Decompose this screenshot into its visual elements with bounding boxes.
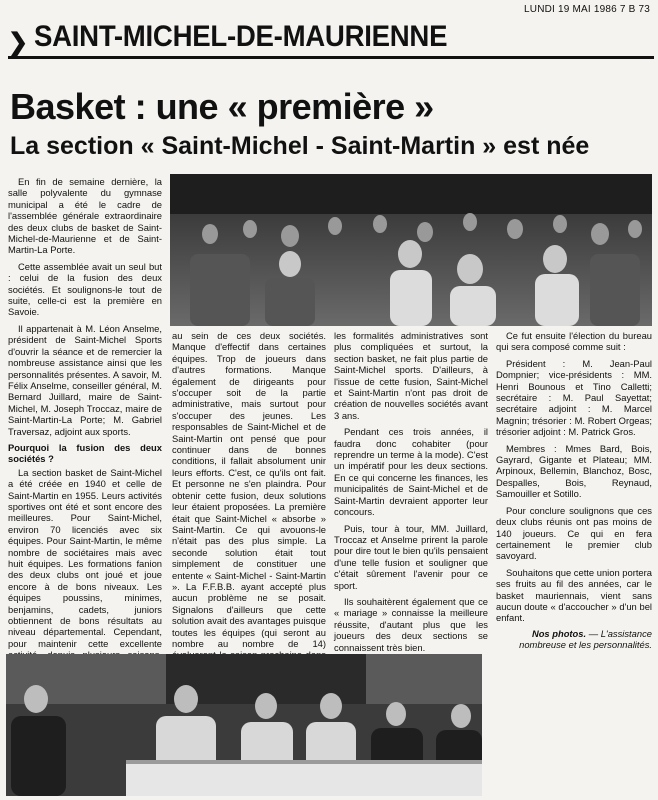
headline: Basket : une « première » bbox=[10, 86, 434, 127]
paragraph: Ce fut ensuite l'élection du bureau qui sera composé comme suit : bbox=[496, 330, 652, 353]
paragraph: Il appartenait à M. Léon Anselme, président de Saint-Michel Sports d'ouvrir la séance et de remercier la nombreuse assistance ainsi que les personnalités présentes. A savoir, M. Félix Anselme, conseiller général, M. Bernard Juillard, maire de Saint-Michel, M. Joseph Troccaz, maire de Saint-Martin-La Porte; M. Gabriel Traversaz, adjoint aux sports. bbox=[8, 322, 162, 437]
paragraph: Pendant ces trois années, il faudra donc cohabiter (pour reprendre un terme à la mode). C'est un impératif pour les deux sections. En ce qui concerne les finances, les municipalités de Saint-Michel et de Saint-Martin devraient apporter leur concours. bbox=[334, 426, 488, 518]
article-column-3 bbox=[334, 330, 488, 658]
column-subheading: Pourquoi la fusion des deux sociétés ? bbox=[8, 441, 162, 465]
article-column-4 bbox=[496, 330, 652, 629]
paragraph: au sein de ces deux sociétés. Manque d'effectif dans certaines équipes. Trop de joueurs dans d'autres formations. Manque également de dirigeants pour s'occuper soit de la partie administrative, mais surtout pour s'occuper des jeunes. Les responsables de Saint-Michel et de Saint-Martin ont pensé que pour continuer dans de bonnes conditions, il fallait absolument unir leurs efforts. C'est, ce qu'ils ont fait. Et personne ne s'en plaindra. Pour obtenir cette fusion, deux solutions leur étaient proposées. La première était que Saint-Michel « absorbe » Saint-Martin. Ce qui avouons-le n'était pas des plus simple. La seconde solution était tout simplement de constituer une entente « Saint-Michel - Saint-Martin ». La F.F.B.B. ayant accepté plus aucun problème ne se posait. Signalons d'ailleurs que cette solution avait des avantages puisque toutes les équipes (qui seront au nombre au nombre de 14) bbox=[172, 330, 326, 649]
paragraph: Puis, tour à tour, MM. Juillard, Troccaz et Anselme prirent la parole pour dire tout le bien qu'ils pensaient d'une telle fusion et souligner que c'était sûrement l'avenir pour ce sport. bbox=[334, 522, 488, 591]
paragraph: En fin de semaine dernière, la salle polyvalente du gymnase municipal a été le cadre de l'assemblée générale extraordinaire des deux clubs de basket de Saint-Michel-de-Maurienne et de Saint-Martin-La Porte. bbox=[8, 176, 162, 256]
paragraph: Membres : Mmes Bard, Bois, Gayrard, Gigante et Plateau; MM. Arpinoux, Bellemin, Blanchoz, Bosc, Despalles, Bois, Reynaud, Samouiller et Sotillo. bbox=[496, 442, 652, 500]
photo-personalities-table bbox=[6, 654, 482, 796]
caption-label: Nos photos. bbox=[531, 628, 587, 639]
section-title: SAINT-MICHEL-DE-MAURIENNE bbox=[34, 20, 448, 53]
paragraph: Cette assemblée avait un seul but : celui de la fusion des deux sociétés. Et soulignons-le tout de suite, celle-ci est la première en Savoie. bbox=[8, 260, 162, 318]
audience-photo-illustration bbox=[170, 174, 652, 326]
subheadline: La section « Saint-Michel - Saint-Martin » est née bbox=[10, 132, 590, 160]
paragraph: Ils souhaitèrent également que ce « mariage » connaisse la meilleure réussite, d'autant plus que les joueurs des deux sections se connaissent très bien. bbox=[334, 595, 488, 653]
caption-text: — L'assistance nombreuse et les personnalités. bbox=[519, 628, 652, 650]
paragraph: La section basket de Saint-Michel a été créée en 1940 et celle de Saint-Martin en 1955. Leurs activités sportives ont été et sont encore des meilleures. Pour Saint-Michel, environ 70 licenciés avec six équipes. Pour Saint-Martin, le même nombre de sociétaires mais avec huit équipes. Les formations fanion des deux clubs ont joué et joue encore à de bons niveaux. Les équipes poussins, minimes, benjamins, cadets, juniors obtiennent de bons résultats au niveau départemental. Cependant, pour maintenir cette excellente bbox=[8, 466, 162, 649]
personalities-photo-illustration bbox=[6, 654, 482, 796]
article-column-1 bbox=[8, 176, 162, 677]
arrow-icon: ❯ bbox=[8, 29, 29, 56]
section-banner bbox=[8, 22, 654, 59]
photo-caption bbox=[496, 628, 652, 650]
dateline: LUNDI 19 MAI 1986 7 B 73 bbox=[524, 4, 650, 15]
paragraph: Président : M. Jean-Paul Dompnier; vice-présidents : MM. Henri Bounous et Tino Calletti; secrétaire : M. Paul Sayettat; secrétaire adjoint : M. Marcel Magnin; trésorier : M. Robert Orgeas; trésorier adjoint : M. Patrick Gros. bbox=[496, 357, 652, 438]
paragraph: les formalités administratives sont plus compliquées et surtout, la section basket, ne fait plus partie de Saint-Michel sports. D'ailleurs, à l'issue de cette fusion, Saint-Michel et Saint-Martin n'ont pas droit de création de nouvelles sociétés avant 3 ans. bbox=[334, 330, 488, 421]
photo-assembly-audience bbox=[170, 174, 652, 326]
article-column-2 bbox=[172, 330, 326, 677]
paragraph: Pour conclure soulignons que ces deux clubs réunis ont pas moins de 140 joueurs. Ce qui en fera certainement le premier club savoyard. bbox=[496, 504, 652, 562]
paragraph: Souhaitons que cette union portera ses fruits au fil des années, car le basket mauriennais, vient sans aucun doute « d'accoucher » d'un bel enfant. bbox=[496, 566, 652, 624]
